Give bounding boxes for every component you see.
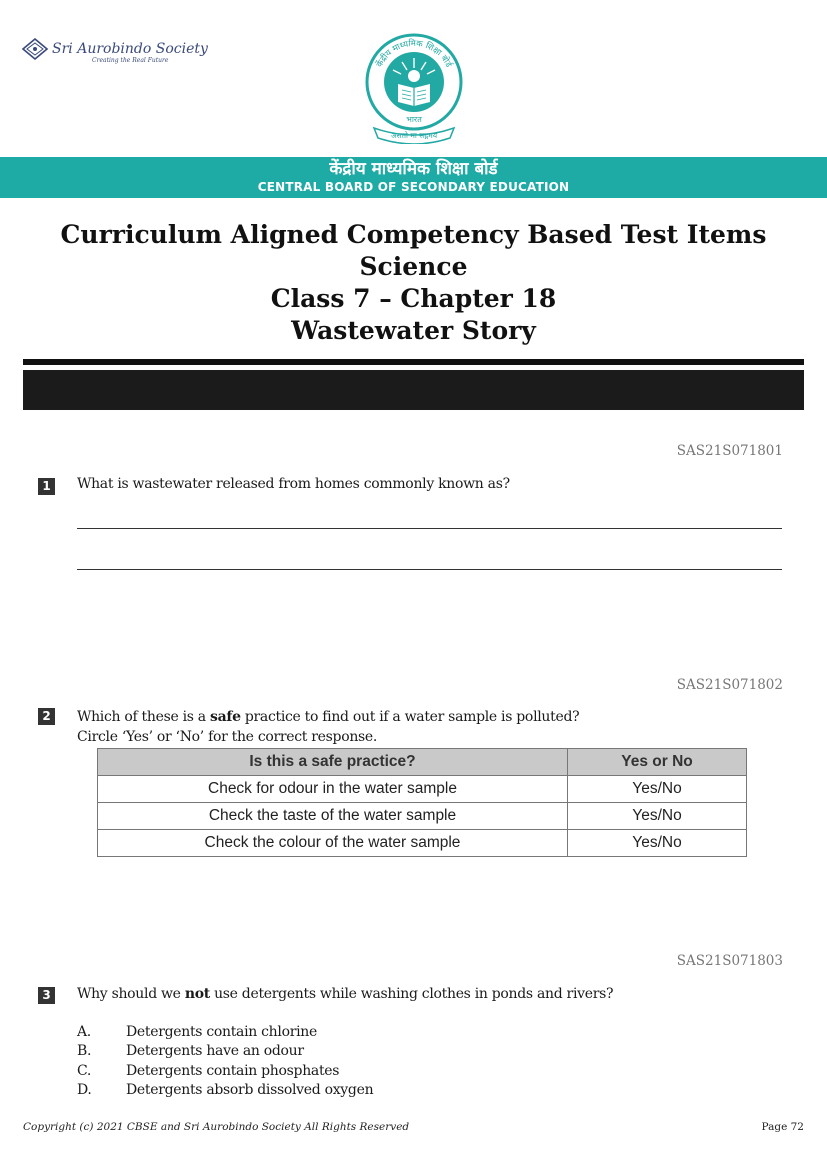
practice-cell: Check for odour in the water sample [98, 776, 568, 803]
yes-no-response[interactable]: Yes/No [568, 776, 747, 803]
title-divider-thin [23, 359, 804, 365]
title-line-3: Class 7 – Chapter 18 [270, 284, 557, 313]
safe-practice-table [97, 748, 747, 857]
board-name-hindi: केंद्रीय माध्यमिक शिक्षा बोर्ड [329, 159, 498, 179]
question-number: 2 [38, 708, 55, 725]
question-text: Which of these is a safe practice to find out if a water sample is polluted? [77, 709, 580, 725]
title-line-1: Curriculum Aligned Competency Based Test Items [60, 220, 767, 249]
table-row [98, 803, 747, 830]
emblem-country: भारत [406, 115, 422, 124]
page-number: Page 72 [761, 1121, 804, 1133]
practice-cell: Check the taste of the water sample [98, 803, 568, 830]
board-name-band [0, 157, 827, 198]
title-line-4: Wastewater Story [291, 316, 536, 345]
option-c[interactable] [77, 1062, 339, 1082]
title-divider-bar [23, 370, 804, 410]
sri-aurobindo-society-logo [22, 38, 208, 64]
question-text: What is wastewater released from homes commonly known as? [77, 476, 510, 492]
option-letter: B. [77, 1043, 92, 1059]
document-title [0, 219, 827, 347]
option-letter: A. [77, 1024, 91, 1040]
emphasis-safe: safe [210, 709, 241, 725]
question-code: SAS21S071803 [676, 953, 783, 969]
table-header-row [98, 749, 747, 776]
practice-cell: Check the colour of the water sample [98, 830, 568, 857]
option-text: Detergents have an odour [126, 1043, 304, 1059]
option-letter: C. [77, 1063, 92, 1079]
question-number: 3 [38, 987, 55, 1004]
sas-logo-tagline: Creating the Real Future [92, 57, 169, 64]
option-b[interactable] [77, 1042, 304, 1062]
question-code: SAS21S071801 [676, 443, 783, 459]
option-d[interactable] [77, 1081, 373, 1101]
yes-no-response[interactable]: Yes/No [568, 803, 747, 830]
option-text: Detergents contain phosphates [126, 1063, 340, 1079]
answer-line[interactable] [77, 569, 782, 570]
emblem-motto: असतो मा सद्गमय [390, 131, 438, 140]
question-text: Why should we not use detergents while washing clothes in ponds and rivers? [77, 986, 614, 1002]
table-row [98, 776, 747, 803]
option-letter: D. [77, 1082, 92, 1098]
cbse-emblem [364, 32, 464, 148]
sas-symbol-icon [22, 38, 48, 60]
emblem-ring-text: केंद्रीय माध्यमिक शिक्षा बोर्ड [374, 38, 454, 70]
emphasis-not: not [184, 986, 210, 1002]
copyright-notice: Copyright (c) 2021 CBSE and Sri Aurobindo Society All Rights Reserved [23, 1121, 410, 1133]
board-name-english: CENTRAL BOARD OF SECONDARY EDUCATION [257, 180, 570, 194]
option-text: Detergents absorb dissolved oxygen [126, 1082, 374, 1098]
question-instruction: Circle ‘Yes’ or ‘No’ for the correct response. [77, 729, 378, 745]
option-text: Detergents contain chlorine [126, 1024, 317, 1040]
question-code: SAS21S071802 [676, 677, 783, 693]
answer-line[interactable] [77, 528, 782, 529]
yes-no-response[interactable]: Yes/No [568, 830, 747, 857]
option-a[interactable] [77, 1023, 317, 1043]
sas-logo-text: Sri Aurobindo Society [52, 41, 208, 57]
column-header-practice: Is this a safe practice? [98, 749, 568, 776]
table-row [98, 830, 747, 857]
title-line-2: Science [359, 252, 468, 281]
question-number: 1 [38, 478, 55, 495]
column-header-yes-no: Yes or No [568, 749, 747, 776]
